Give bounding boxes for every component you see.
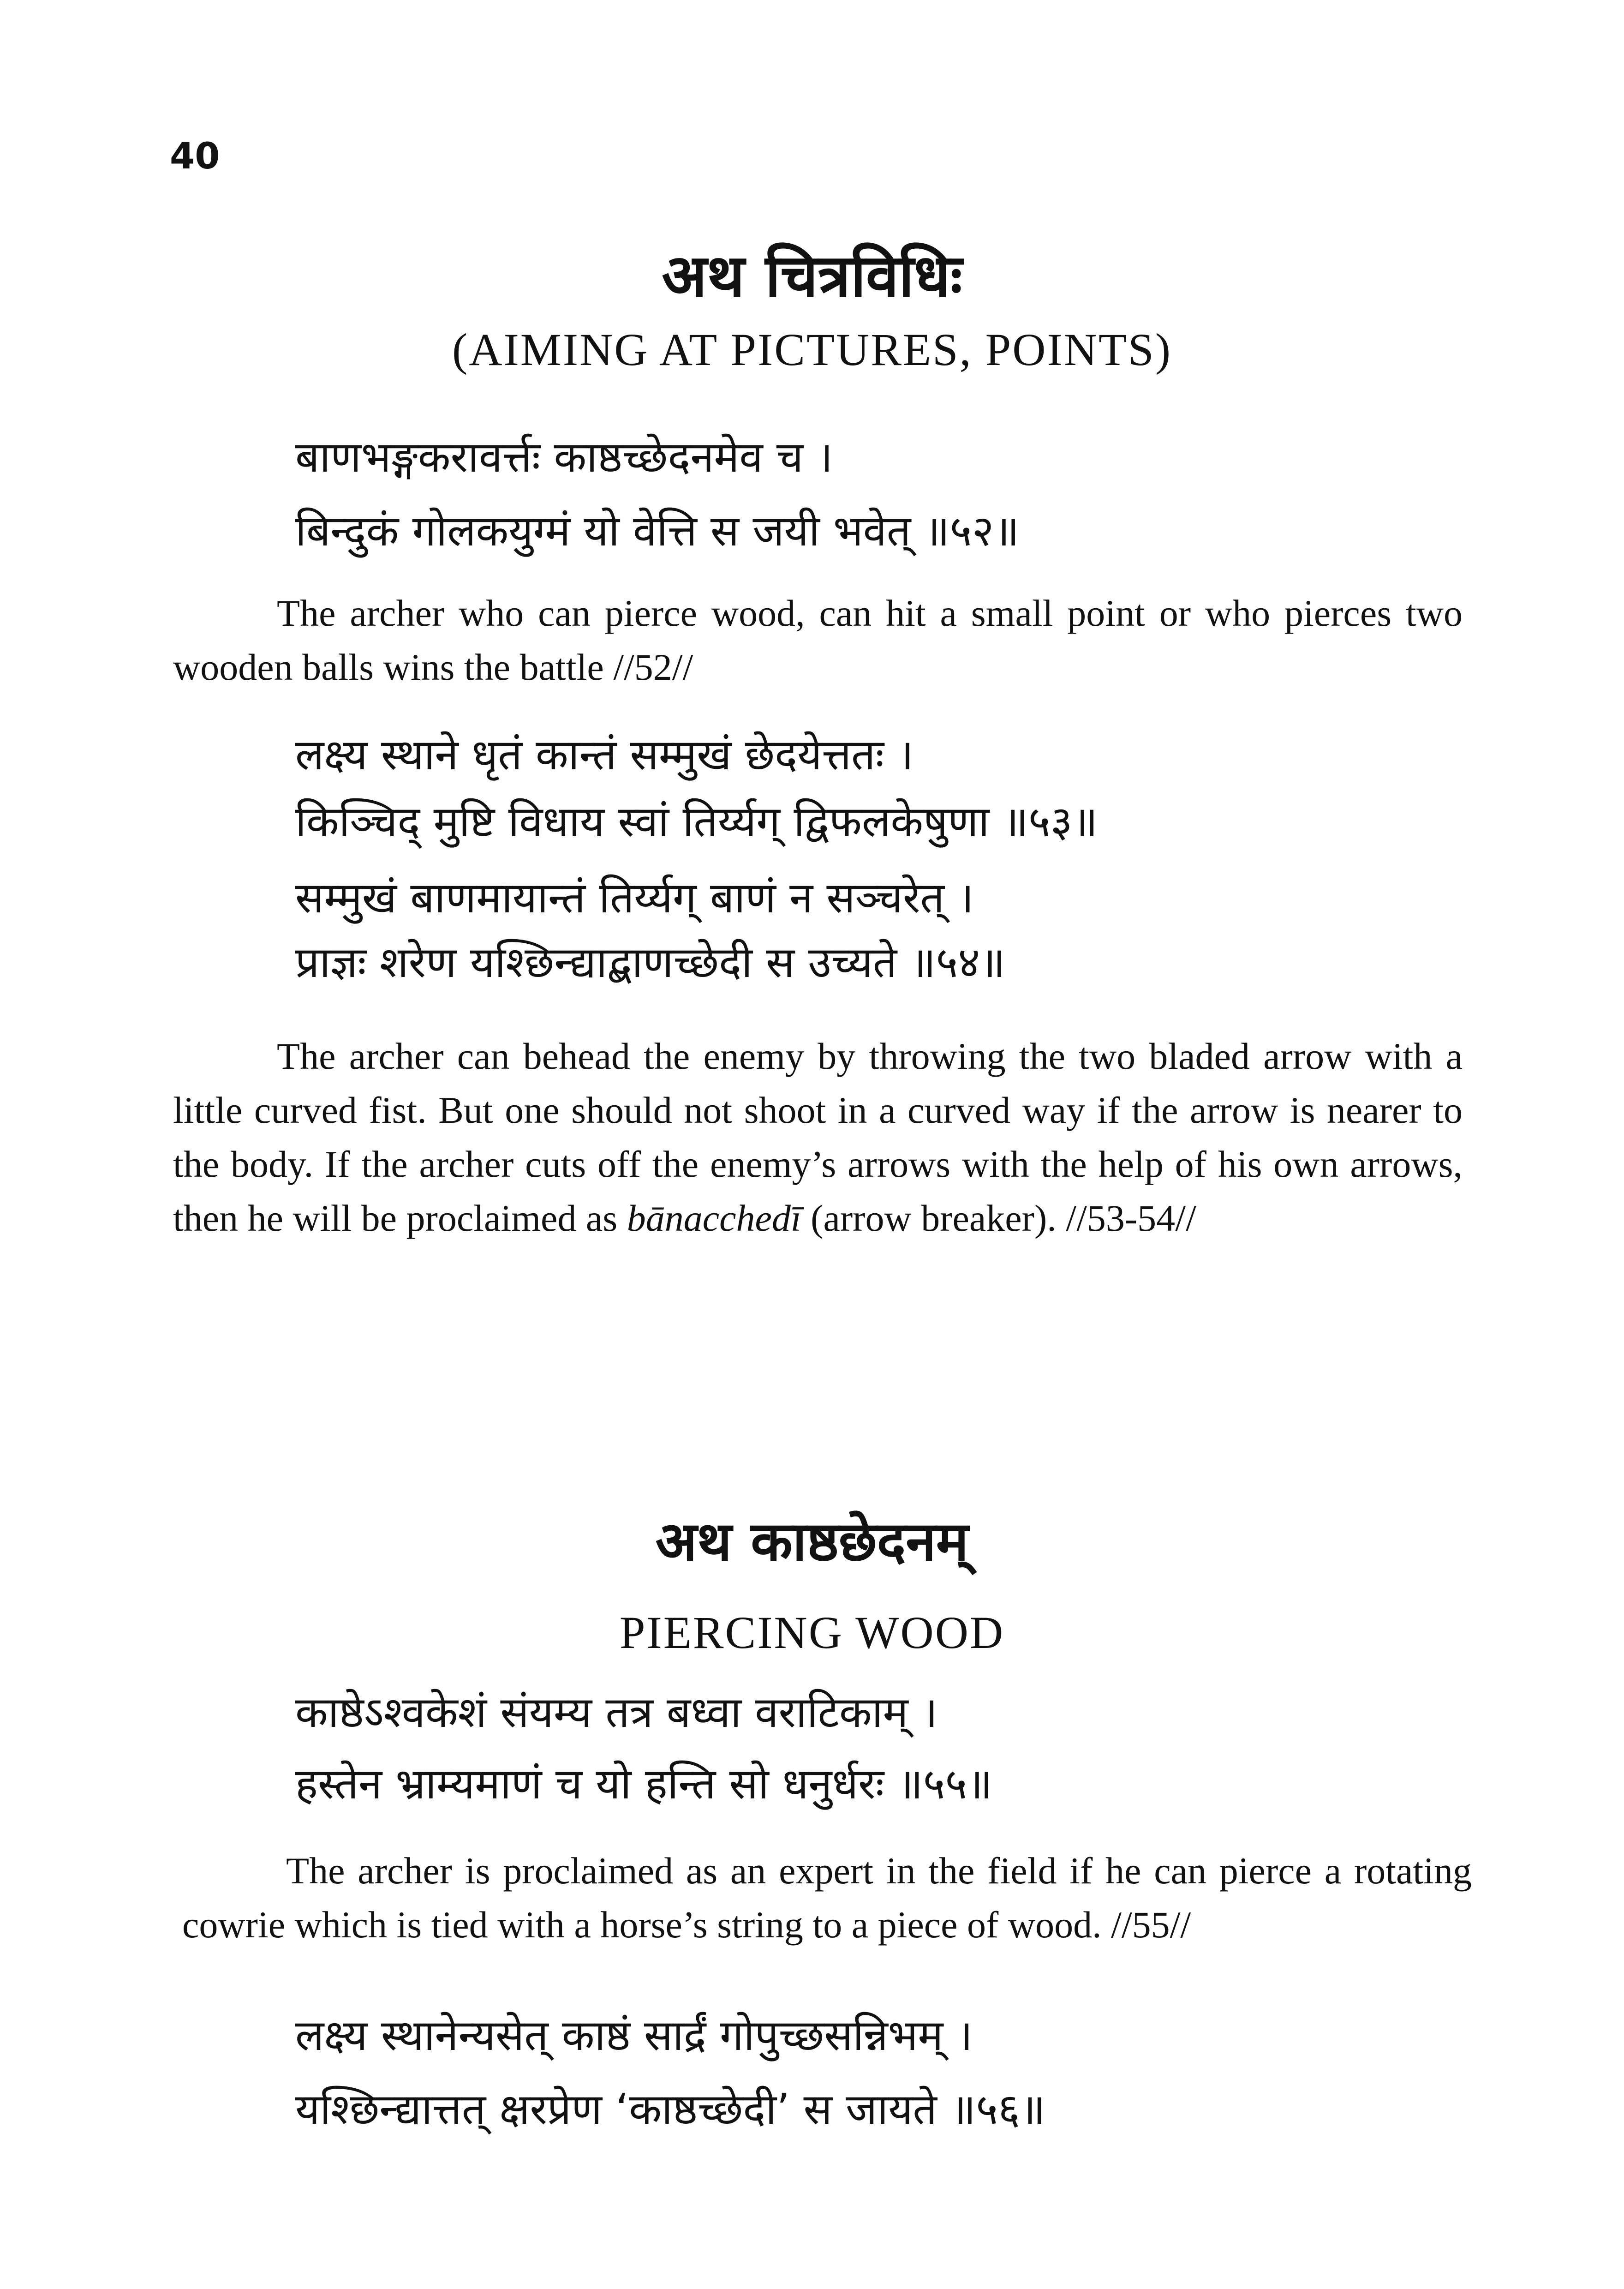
verse-53-line-2: किञ्चिद् मुष्टि विधाय स्वां तिर्य्यग् द्विफलकेषुणा ॥५३॥ bbox=[295, 797, 1098, 846]
section-title-sanskrit-2: अथ काष्ठछेदनम् bbox=[655, 1510, 969, 1573]
section-title-sanskrit: अथ चित्रविधिः bbox=[662, 242, 962, 311]
verse-54-line-2: प्राज्ञः शरेण यश्छिन्द्याद्बाणच्छेदी स उच्यते ॥५४॥ bbox=[295, 938, 1006, 987]
verse-53-line-1: लक्ष्य स्थाने धृतं कान्तं सम्मुखं छेदयेत्ततः । bbox=[295, 730, 914, 779]
translation-52: The archer who can pierce wood, can hit a small point or who pierces two wooden balls wins the battle //52// bbox=[173, 592, 1463, 688]
section-title-english-2: PIERCING WOOD bbox=[619, 1607, 1005, 1658]
verse-52-line-1: बाणभङ्गकरावर्त्तः काष्ठच्छेदनमेव च । bbox=[295, 432, 833, 482]
translation-53-54: The archer can behead the enemy by throwing the two bladed arrow with a little curved fist. But one should not shoot in a curved way if the arrow is nearer to the body. If the archer cuts off the enemy’s arrows with the help of his own arrows, then he will be proclaimed as bānacchedī (arrow breaker). //53-54// bbox=[173, 1035, 1463, 1239]
section-title-english: (AIMING AT PICTURES, POINTS) bbox=[452, 324, 1172, 375]
term-banacchedi: bānacchedī bbox=[627, 1197, 801, 1239]
verse-56-line-1: लक्ष्य स्थानेन्यसेत् काष्ठं सार्द्रं गोपुच्छसन्निभम् । bbox=[295, 2011, 973, 2060]
page-number: 40 bbox=[170, 136, 220, 177]
verse-52-line-2: बिन्दुकं गोलकयुग्मं यो वेत्ति स जयी भवेत् ॥५२॥ bbox=[295, 506, 1020, 556]
verse-56-line-2: यश्छिन्द्यात्तत् क्षरप्रेण ‘काष्ठच्छेदी’ स जायते ॥५६॥ bbox=[295, 2085, 1046, 2134]
verse-54-line-1: सम्मुखं बाणमायान्तं तिर्य्यग् बाणं न सञ्चरेत् । bbox=[295, 873, 974, 923]
verse-55-line-1: काष्ठेऽश्वकेशं संयम्य तत्र बध्वा वराटिकाम् । bbox=[295, 1688, 938, 1737]
verse-55-line-2: हस्तेन भ्राम्यमाणं च यो हन्ति सो धनुर्धरः ॥५५॥ bbox=[295, 1759, 993, 1809]
translation-55: The archer is proclaimed as an expert in the field if he can pierce a rotating cowrie which is tied with a horse’s string to a piece of wood. //55// bbox=[182, 1850, 1472, 1946]
